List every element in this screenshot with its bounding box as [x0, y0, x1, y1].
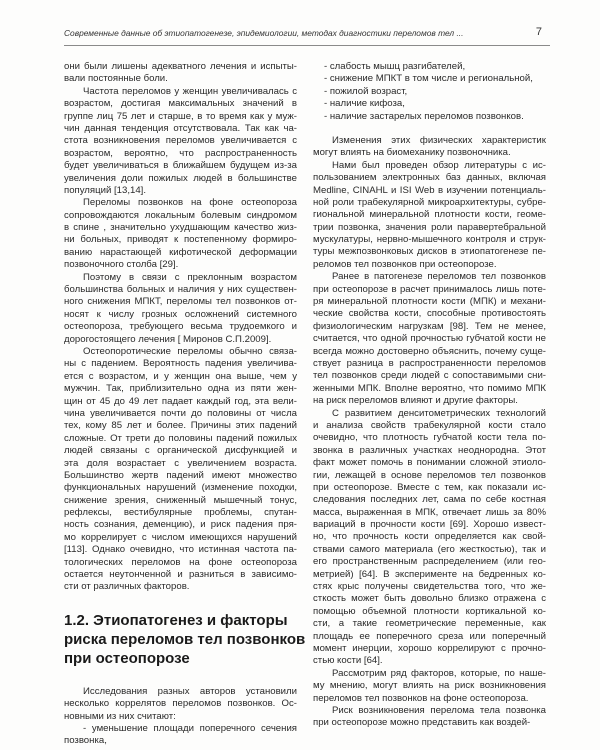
- right-column: [313, 61, 546, 730]
- text-line: ческие свойства кости, способные противостоять: [313, 308, 546, 320]
- text-line: Рассмотрим ряд факторов, которые, по наше-: [332, 667, 546, 679]
- section-heading: [64, 611, 306, 668]
- text-line: звонка в различных участках неоднородна. Этот: [313, 444, 546, 456]
- left-body-after-heading: [64, 686, 297, 748]
- heading-line: 1.2. Этиопатогенез и факторы: [64, 611, 288, 629]
- text-line: гии, лежащей в основе переломов тел позвонков: [313, 469, 546, 481]
- text-line: ствует разница в распространенности переломов: [313, 357, 546, 369]
- text-line: популяций [13,14].: [64, 184, 146, 196]
- text-line: реломов тел позвонков при остеопорозе.: [313, 258, 497, 270]
- paragraph: [313, 160, 546, 272]
- risk-factor-list: [313, 61, 546, 123]
- text-line: мускулатуры, нервно-мышечного контроля и струк-: [313, 234, 546, 246]
- text-line: помощью объемной плотности кортикальной ко-: [313, 605, 546, 617]
- text-line: площадь ее поперечного среза или поперечный: [313, 630, 546, 642]
- text-line: при остеопорозе в расчет принималось лишь поте-: [313, 283, 546, 295]
- text-line: сти от различных факторов.: [64, 581, 190, 593]
- paragraph: [313, 668, 546, 705]
- text-line: будет увеличиваться в ближайшем будущем из-за: [64, 160, 297, 172]
- running-title: Современные данные об этиопатогенезе, эпидемиологии, методах диагностики переломов тел ...: [64, 28, 464, 38]
- list-item: - наличие кифоза,: [324, 98, 405, 110]
- paragraph: [64, 197, 297, 271]
- text-line: и анализа свойств трабекулярной кости стало: [313, 419, 546, 431]
- text-line: вали постоянные боли.: [64, 73, 168, 85]
- text-line: ного снижения МПКТ, переломы тел позвонков от-: [64, 296, 297, 308]
- text-line: чина увеличивается почти до половины от числа: [64, 407, 297, 419]
- text-line: му мнению, могут влиять на риск возникновения: [313, 680, 546, 692]
- text-line: всегда можно достоверно объяснить, почему суще-: [313, 345, 546, 357]
- text-line: сложные. От трети до половины падений пожилых: [64, 432, 297, 444]
- text-line: ность сознания, деменцию), и риск падения пря-: [64, 519, 297, 531]
- left-column: [64, 61, 306, 748]
- text-line: тех, кому 85 лет и более. Причины этих падений: [64, 420, 297, 432]
- text-line: Частота переломов у женщин увеличивалась с: [83, 85, 297, 97]
- text-line: тологических переломов на фоне остеопороза: [64, 556, 297, 568]
- text-line: чин данная тенденция отсутствовала. Так как ча-: [64, 122, 297, 134]
- list-item: - пожилой возраст,: [324, 85, 408, 97]
- text-line: людей связаны с органической дисфункцией и: [64, 445, 297, 457]
- text-line: стота возникновения переломов увеличивается с: [64, 135, 297, 147]
- paragraph: [64, 346, 297, 594]
- text-line: Поэтому в связи с преклонным возрастом: [83, 271, 297, 283]
- text-line: на риск переломов влияют и другие факторы.: [313, 395, 518, 407]
- text-line: большинства больных и наличия у них существен-: [64, 284, 297, 296]
- text-line: могут влиять на биомеханику позвоночника.: [313, 147, 511, 159]
- text-line: масса, выраженная в МПК, отвечает лишь за 80%: [313, 506, 546, 518]
- text-line: стью кости [64].: [313, 655, 383, 667]
- text-line: ной роли трабекулярной микроархитектуры, субре-: [313, 196, 546, 208]
- text-line: С развитием денситометрических технологий: [332, 407, 546, 419]
- text-line: позвонка,: [64, 735, 107, 747]
- running-header: [64, 27, 550, 46]
- text-line: они были лишены адекватного лечения и испыты-: [64, 61, 297, 72]
- text-line: - уменьшение площади поперечного сечения: [83, 722, 297, 734]
- text-line: метрией) [64]. В эксперименте на бедренных ко-: [313, 568, 546, 580]
- text-line: переломов тел позвонков на фоне остеопороза.: [313, 692, 529, 704]
- text-line: новными из них считают:: [64, 710, 176, 722]
- text-line: Риск возникновения перелома тела позвонка: [332, 704, 546, 716]
- text-line: Большинство жертв падений имеют множество: [64, 469, 297, 481]
- text-line: эта доля возрастает с увеличением возраста.: [64, 457, 297, 469]
- text-line: стях крыс получены свидетельства того, что же-: [313, 581, 546, 593]
- page-number: 7: [535, 26, 542, 38]
- text-line: Переломы позвонков на фоне остеопороза: [83, 197, 297, 209]
- text-line: Изменения этих физических характеристик: [332, 134, 546, 146]
- text-line: очевидно, что плотность губчатой кости тела по-: [313, 432, 546, 444]
- text-line: ванию нарастающей кифотической деформации: [64, 246, 297, 258]
- text-line: пользованием электронных баз данных, включая: [313, 172, 546, 184]
- right-body: [313, 135, 546, 730]
- text-line: сти, а такие геометрические переменные, как: [313, 618, 546, 630]
- paragraph: [64, 723, 297, 748]
- list-item: - снижение МПКТ в том числе и региональной,: [324, 73, 533, 85]
- text-line: Нами был проведен обзор литературы с ис-: [332, 159, 546, 171]
- paragraph: [64, 686, 297, 723]
- text-line: считается, что одной прочностью губчатой кости не: [313, 333, 546, 345]
- text-line: тел позвонков среди людей с сопоставимыми сни-: [313, 370, 546, 382]
- text-line: Исследования разных авторов установили: [83, 685, 297, 697]
- paragraph: [313, 408, 546, 668]
- text-line: ется с возрастом, и у женщин она выше, чем у: [64, 370, 297, 382]
- text-line: возрастом, достигая максимальных значений в: [64, 98, 297, 110]
- text-line: факт может помочь в понимании сложной этиоло-: [313, 457, 546, 469]
- left-body-before-heading: [64, 61, 297, 594]
- text-line: ствами самого материала (его жесткостью), так и: [313, 543, 546, 555]
- heading-line: при остеопорозе: [64, 649, 190, 667]
- text-line: увеличения доли пожилых людей в большинстве: [64, 172, 297, 184]
- paragraph: [64, 61, 297, 86]
- text-line: гиональной минеральной плотности кости, геоме-: [313, 209, 546, 221]
- paragraph: [64, 86, 297, 198]
- text-line: функциональных нарушений (изменение походки,: [64, 482, 297, 494]
- text-line: группе лиц 75 лет и старше, в то время как у муж-: [64, 110, 297, 122]
- list-item: - наличие застарелых переломов позвонков.: [324, 110, 524, 122]
- paragraph: [64, 272, 297, 346]
- text-line: сткость может быть довольно близко отражена с: [313, 593, 546, 605]
- text-line: снижение зрения, сниженный мышечный тонус,: [64, 494, 297, 506]
- heading-line: риска переломов тел позвонков: [64, 630, 306, 648]
- text-line: щин от 45 до 49 лет падает каждый год, эта вели-: [64, 395, 297, 407]
- text-line: остеопороза, требующего весьма трудоемкого и: [64, 321, 297, 333]
- text-line: ни больных, приводят к постепенному формиро-: [64, 234, 297, 246]
- text-line: остается неутонченной и разниться в зависимо-: [64, 569, 297, 581]
- text-line: дорогостоящего лечения [ Миронов С.П.2009].: [64, 333, 272, 345]
- paragraph: [313, 705, 546, 730]
- list-item: - слабость мышц разгибателей,: [324, 61, 466, 72]
- text-line: трии позвонка, значения роли паравертебральной: [313, 221, 546, 233]
- paragraph: [313, 135, 546, 160]
- text-line: следования последних лет, сама по себе костная: [313, 494, 546, 506]
- text-line: Остеопоротические переломы обычно связа-: [83, 345, 297, 357]
- text-line: в спине , значительно ухудшающим качество жиз-: [64, 222, 297, 234]
- text-line: [113]. Однако очевидно, что истинная частота па-: [64, 544, 297, 556]
- text-line: его пространственным распределением (или гео-: [313, 556, 546, 568]
- text-line: мужчин. Так, приблизительно одна из пяти жен-: [64, 383, 297, 395]
- text-line: при остеопорозе можно представить как воздей-: [313, 717, 531, 729]
- text-line: вариаций в прочности кости [69]. Хорошо извест-: [313, 519, 546, 531]
- text-line: сопровождаются локальным болевым синдромом: [64, 209, 297, 221]
- text-line: позвоночного столба [29].: [64, 259, 179, 271]
- text-line: Medline, CINAHL и ISI Web в изучении потенциаль-: [313, 184, 546, 196]
- text-line: ны с падением. Вероятность падения увеличива-: [64, 358, 297, 370]
- text-line: но, что прочность кости определяется как свой-: [313, 531, 546, 543]
- text-line: физиологическим нагрузкам [98]. Тем не менее,: [313, 320, 546, 332]
- text-line: возрастом, вероятно, что распространенность: [64, 147, 297, 159]
- text-line: ря минеральной плотности кости (МПК) и механи-: [313, 296, 546, 308]
- text-line: Ранее в патогенезе переломов тел позвонков: [332, 271, 546, 283]
- text-line: носят к числу грозных осложнений системного: [64, 308, 297, 320]
- text-line: туры межпозвонковых дисков в этиопатогенезе пе-: [313, 246, 546, 258]
- text-line: момент инерции, хорошо коррелируют с прочно-: [313, 642, 546, 654]
- text-line: женными МПК. Вполне вероятно, что помимо МПК: [313, 382, 546, 394]
- text-line: рефлексы, вестибулярные проблемы, спутан-: [64, 507, 297, 519]
- text-line: мо коррелирует с числом имеющихся нарушений: [64, 531, 297, 543]
- paragraph: [313, 271, 546, 407]
- text-line: несколько коррелятов переломов позвонков. Ос-: [64, 698, 297, 710]
- text-line: при остеопорозе. Вместе с тем, как показали ис-: [313, 481, 546, 493]
